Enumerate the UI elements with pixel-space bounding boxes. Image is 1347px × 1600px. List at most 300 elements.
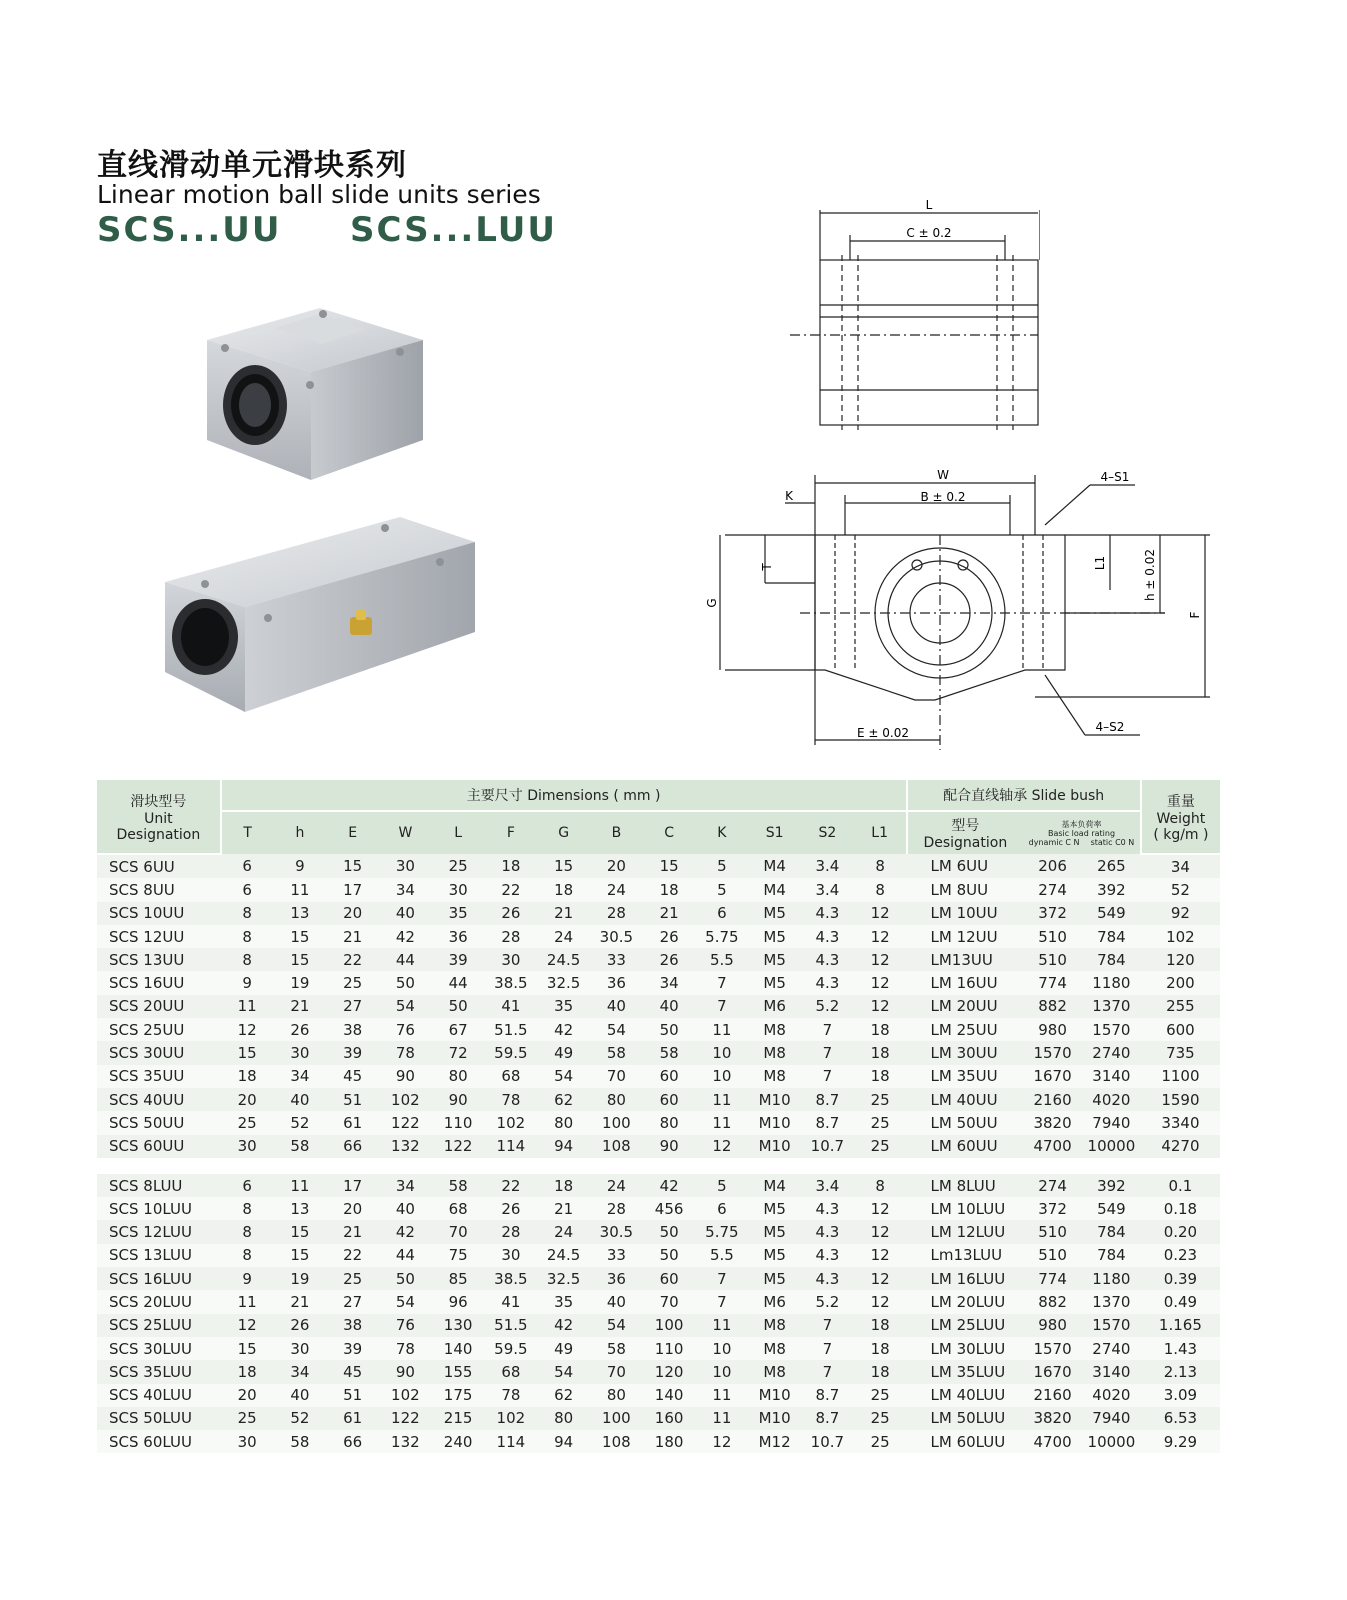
table-cell: 140	[643, 1384, 696, 1407]
table-row	[97, 1018, 1220, 1041]
col-L: L	[432, 811, 485, 854]
header-dimensions: 主要尺寸 Dimensions ( mm )	[221, 780, 907, 811]
table-cell: 58	[274, 1135, 327, 1158]
table-cell: 2160	[1023, 1384, 1082, 1407]
table-cell: 114	[485, 1135, 538, 1158]
header-unit-designation: 滑块型号 Unit Designation	[97, 780, 221, 854]
table-cell: 5.75	[696, 925, 749, 948]
table-cell: 3140	[1082, 1065, 1141, 1088]
table-cell: 22	[326, 1244, 379, 1267]
table-cell: 510	[1023, 1220, 1082, 1243]
cell-bush-designation: LM 16LUU	[907, 1267, 1024, 1290]
table-cell: 18	[854, 1065, 907, 1088]
table-cell: 52	[1141, 878, 1220, 901]
table-cell: 6	[221, 854, 274, 878]
table-cell: 54	[379, 1290, 432, 1313]
table-cell: 58	[643, 1041, 696, 1064]
cell-bush-designation: LM 6UU	[907, 854, 1024, 878]
table-cell: 70	[643, 1290, 696, 1313]
table-cell: 76	[379, 1314, 432, 1337]
table-cell: 30	[221, 1135, 274, 1158]
table-cell: 18	[485, 854, 538, 878]
table-cell: 1370	[1082, 995, 1141, 1018]
table-cell: M8	[748, 1065, 801, 1088]
cell-unit-designation: SCS 6UU	[97, 854, 221, 878]
cell-unit-designation: SCS 16LUU	[97, 1267, 221, 1290]
table-cell: 24.5	[537, 948, 590, 971]
table-cell: 4270	[1141, 1135, 1220, 1158]
table-cell: 11	[696, 1018, 749, 1041]
table-cell: 25	[854, 1135, 907, 1158]
table-cell: 0.23	[1141, 1244, 1220, 1267]
table-cell: 21	[326, 925, 379, 948]
table-cell: 51.5	[485, 1314, 538, 1337]
table-cell: 50	[643, 1018, 696, 1041]
table-cell: 35	[537, 995, 590, 1018]
table-cell: 19	[274, 971, 327, 994]
table-cell: M8	[748, 1041, 801, 1064]
table-cell: 26	[485, 902, 538, 925]
table-cell: 59.5	[485, 1337, 538, 1360]
table-cell: 8.7	[801, 1407, 854, 1430]
table-cell: 1.43	[1141, 1337, 1220, 1360]
table-cell: 67	[432, 1018, 485, 1041]
table-cell: 49	[537, 1337, 590, 1360]
product-image-long-block	[160, 512, 480, 717]
spec-table-body	[97, 854, 1220, 1453]
table-cell: 18	[221, 1065, 274, 1088]
dim-L1-label: L1	[1093, 555, 1107, 571]
table-cell: 27	[326, 1290, 379, 1313]
table-cell: 24	[537, 925, 590, 948]
cell-unit-designation: SCS 13LUU	[97, 1244, 221, 1267]
table-cell: 4020	[1082, 1384, 1141, 1407]
table-cell: 36	[590, 1267, 643, 1290]
product-image-short-block	[195, 300, 435, 485]
table-row	[97, 1111, 1220, 1134]
table-cell: 10	[696, 1065, 749, 1088]
cell-bush-designation: LM 25LUU	[907, 1314, 1024, 1337]
table-cell: 18	[537, 878, 590, 901]
table-cell: 3.09	[1141, 1384, 1220, 1407]
table-cell: 5.5	[696, 1244, 749, 1267]
table-cell: 3.4	[801, 1174, 854, 1197]
table-cell: 4700	[1023, 1135, 1082, 1158]
table-cell: 120	[1141, 948, 1220, 971]
table-cell: 4.3	[801, 1267, 854, 1290]
cell-bush-designation: LM 30LUU	[907, 1337, 1024, 1360]
table-cell: 22	[485, 878, 538, 901]
table-cell: 30.5	[590, 925, 643, 948]
dim-W-label: W	[937, 468, 949, 482]
table-cell: 7940	[1082, 1407, 1141, 1430]
col-bush-designation: 型号 Designation	[907, 811, 1024, 854]
table-cell: 5.75	[696, 1220, 749, 1243]
table-cell: 30	[485, 948, 538, 971]
table-cell: 1370	[1082, 1290, 1141, 1313]
table-cell: 4700	[1023, 1430, 1082, 1453]
dim-C-label: C ± 0.2	[906, 226, 952, 240]
table-cell: 8	[221, 1220, 274, 1243]
table-cell: 3140	[1082, 1360, 1141, 1383]
table-cell: 52	[274, 1407, 327, 1430]
table-cell: 392	[1082, 878, 1141, 901]
dim-E-label: E ± 0.02	[857, 726, 909, 740]
table-cell: 6.53	[1141, 1407, 1220, 1430]
table-cell: 22	[326, 948, 379, 971]
table-cell: 21	[537, 902, 590, 925]
table-cell: 36	[432, 925, 485, 948]
table-cell: 40	[379, 902, 432, 925]
table-cell: 175	[432, 1384, 485, 1407]
table-cell: 12	[854, 1220, 907, 1243]
table-cell: 54	[379, 995, 432, 1018]
table-cell: 80	[537, 1407, 590, 1430]
table-cell: 122	[432, 1135, 485, 1158]
table-cell: 8	[221, 1244, 274, 1267]
table-cell: 0.39	[1141, 1267, 1220, 1290]
table-cell: 28	[485, 925, 538, 948]
cell-unit-designation: SCS 40LUU	[97, 1384, 221, 1407]
table-cell: 30	[432, 878, 485, 901]
table-cell: 21	[537, 1197, 590, 1220]
table-cell: 0.1	[1141, 1174, 1220, 1197]
col-S2: S2	[801, 811, 854, 854]
table-cell: 35	[432, 902, 485, 925]
table-cell: 15	[274, 1244, 327, 1267]
table-cell: 50	[643, 1244, 696, 1267]
table-cell: 18	[854, 1018, 907, 1041]
table-cell: 600	[1141, 1018, 1220, 1041]
col-dynamic: dynamic C N	[1028, 837, 1080, 847]
table-cell: 18	[854, 1337, 907, 1360]
table-cell: 38	[326, 1018, 379, 1041]
cell-bush-designation: LM 60LUU	[907, 1430, 1024, 1453]
table-row	[97, 925, 1220, 948]
table-cell: 18	[643, 878, 696, 901]
table-cell: 7	[801, 1314, 854, 1337]
table-cell: 102	[485, 1111, 538, 1134]
table-cell: 51	[326, 1384, 379, 1407]
table-cell: 85	[432, 1267, 485, 1290]
table-cell: 108	[590, 1430, 643, 1453]
table-cell: 35	[537, 1290, 590, 1313]
table-cell: 5.2	[801, 995, 854, 1018]
table-row	[97, 854, 1220, 878]
table-cell: 6	[221, 878, 274, 901]
table-cell: 784	[1082, 1244, 1141, 1267]
table-cell: M5	[748, 971, 801, 994]
cell-bush-designation: LM 30UU	[907, 1041, 1024, 1064]
table-cell: 784	[1082, 948, 1141, 971]
table-cell: 58	[432, 1174, 485, 1197]
header-slide-bush: 配合直线轴承 Slide bush	[907, 780, 1141, 811]
table-cell: 2.13	[1141, 1360, 1220, 1383]
table-cell: 15	[274, 948, 327, 971]
table-cell: 25	[326, 1267, 379, 1290]
table-cell: 7	[801, 1018, 854, 1041]
cell-bush-designation: LM 8UU	[907, 878, 1024, 901]
table-cell: 1570	[1023, 1337, 1082, 1360]
table-cell: 1100	[1141, 1065, 1220, 1088]
col-load-rating: 基本负荷率 Basic load rating dynamic C N static C0 N	[1023, 811, 1141, 854]
table-cell: 372	[1023, 902, 1082, 925]
table-cell: 3340	[1141, 1111, 1220, 1134]
table-cell: 4.3	[801, 948, 854, 971]
table-cell: 784	[1082, 925, 1141, 948]
table-row	[97, 1244, 1220, 1267]
table-cell: 510	[1023, 925, 1082, 948]
cell-unit-designation: SCS 30LUU	[97, 1337, 221, 1360]
table-cell: 30	[485, 1244, 538, 1267]
table-cell: 15	[274, 1220, 327, 1243]
table-cell: 45	[326, 1360, 379, 1383]
table-cell: 50	[432, 995, 485, 1018]
col-static: static C0 N	[1090, 837, 1135, 847]
col-G: G	[537, 811, 590, 854]
table-cell: 39	[326, 1337, 379, 1360]
table-cell: 12	[854, 948, 907, 971]
table-cell: 10000	[1082, 1135, 1141, 1158]
table-cell: 7	[801, 1065, 854, 1088]
col-F: F	[485, 811, 538, 854]
table-cell: 784	[1082, 1220, 1141, 1243]
cell-bush-designation: LM 10UU	[907, 902, 1024, 925]
table-cell: 7	[696, 995, 749, 1018]
table-cell: 30	[221, 1430, 274, 1453]
table-cell: 50	[379, 1267, 432, 1290]
table-cell: 2740	[1082, 1337, 1141, 1360]
table-cell: 26	[643, 925, 696, 948]
table-cell: 11	[696, 1407, 749, 1430]
table-cell: 10	[696, 1337, 749, 1360]
table-cell: 52	[274, 1111, 327, 1134]
col-K: K	[696, 811, 749, 854]
table-cell: 10	[696, 1041, 749, 1064]
table-cell: 4.3	[801, 1244, 854, 1267]
table-cell: 15	[537, 854, 590, 878]
table-cell: 4.3	[801, 925, 854, 948]
cell-bush-designation: LM 20LUU	[907, 1290, 1024, 1313]
table-cell: 5	[696, 1174, 749, 1197]
table-cell: 11	[696, 1111, 749, 1134]
table-cell: 215	[432, 1407, 485, 1430]
col-E: E	[326, 811, 379, 854]
table-cell: 1670	[1023, 1360, 1082, 1383]
table-cell: 882	[1023, 1290, 1082, 1313]
table-cell: 12	[854, 1197, 907, 1220]
dim-T-label: T	[760, 563, 774, 571]
cell-bush-designation: LM 12UU	[907, 925, 1024, 948]
table-cell: 11	[221, 995, 274, 1018]
table-cell: 9	[274, 854, 327, 878]
table-cell: 9	[221, 971, 274, 994]
table-cell: 10000	[1082, 1430, 1141, 1453]
table-cell: 15	[326, 854, 379, 878]
table-cell: 774	[1023, 971, 1082, 994]
table-cell: 26	[274, 1018, 327, 1041]
table-cell: 26	[274, 1314, 327, 1337]
table-cell: M12	[748, 1430, 801, 1453]
table-cell: 54	[537, 1065, 590, 1088]
cell-bush-designation: LM 40LUU	[907, 1384, 1024, 1407]
cell-unit-designation: SCS 30UU	[97, 1041, 221, 1064]
table-cell: 120	[643, 1360, 696, 1383]
col-L1: L1	[854, 811, 907, 854]
table-cell: 392	[1082, 1174, 1141, 1197]
table-cell: 1570	[1082, 1018, 1141, 1041]
cell-unit-designation: SCS 10UU	[97, 902, 221, 925]
table-cell: 114	[485, 1430, 538, 1453]
table-cell: 6	[696, 902, 749, 925]
table-cell: M5	[748, 948, 801, 971]
table-cell: 122	[379, 1407, 432, 1430]
table-cell: 26	[643, 948, 696, 971]
table-cell: 12	[854, 971, 907, 994]
table-cell: 24.5	[537, 1244, 590, 1267]
table-cell: 42	[537, 1018, 590, 1041]
cell-unit-designation: SCS 16UU	[97, 971, 221, 994]
table-cell: 76	[379, 1018, 432, 1041]
table-cell: 12	[696, 1430, 749, 1453]
table-cell: 25	[854, 1384, 907, 1407]
table-cell: 90	[379, 1065, 432, 1088]
table-cell: 1180	[1082, 1267, 1141, 1290]
table-cell: 78	[379, 1337, 432, 1360]
table-cell: 49	[537, 1041, 590, 1064]
table-cell: 38	[326, 1314, 379, 1337]
table-cell: 11	[696, 1088, 749, 1111]
table-cell: 774	[1023, 1267, 1082, 1290]
table-cell: 18	[854, 1314, 907, 1337]
table-cell: 40	[274, 1384, 327, 1407]
table-cell: 140	[432, 1337, 485, 1360]
table-cell: 3820	[1023, 1407, 1082, 1430]
cell-unit-designation: SCS 20UU	[97, 995, 221, 1018]
table-cell: 15	[221, 1041, 274, 1064]
cell-bush-designation: LM 40UU	[907, 1088, 1024, 1111]
table-cell: 549	[1082, 1197, 1141, 1220]
table-cell: 50	[379, 971, 432, 994]
table-cell: 24	[590, 1174, 643, 1197]
table-cell: 12	[854, 1290, 907, 1313]
table-row	[97, 1267, 1220, 1290]
table-cell: 34	[274, 1360, 327, 1383]
dim-S2-label: 4–S2	[1095, 720, 1125, 734]
table-cell: 21	[326, 1220, 379, 1243]
title-english: Linear motion ball slide units series	[97, 180, 541, 209]
table-cell: 78	[485, 1088, 538, 1111]
table-cell: 1.165	[1141, 1314, 1220, 1337]
cell-bush-designation: LM 8LUU	[907, 1174, 1024, 1197]
cell-bush-designation: LM 50LUU	[907, 1407, 1024, 1430]
table-cell: 41	[485, 1290, 538, 1313]
spec-table	[97, 780, 1220, 1453]
cell-unit-designation: SCS 12LUU	[97, 1220, 221, 1243]
cell-bush-designation: LM 35LUU	[907, 1360, 1024, 1383]
table-cell: 61	[326, 1407, 379, 1430]
table-cell: 30	[274, 1337, 327, 1360]
table-cell: 58	[590, 1337, 643, 1360]
table-cell: M8	[748, 1337, 801, 1360]
table-cell: 33	[590, 948, 643, 971]
table-cell: 68	[485, 1065, 538, 1088]
table-cell: 180	[643, 1430, 696, 1453]
table-cell: 42	[537, 1314, 590, 1337]
table-cell: 9	[221, 1267, 274, 1290]
table-cell: 34	[1141, 854, 1220, 878]
table-cell: 90	[432, 1088, 485, 1111]
table-cell: 20	[590, 854, 643, 878]
table-cell: 132	[379, 1430, 432, 1453]
table-cell: 42	[379, 1220, 432, 1243]
table-cell: M6	[748, 1290, 801, 1313]
table-cell: 11	[696, 1314, 749, 1337]
table-cell: 38.5	[485, 1267, 538, 1290]
table-cell: 100	[590, 1111, 643, 1134]
cell-unit-designation: SCS 60UU	[97, 1135, 221, 1158]
table-cell: 21	[274, 1290, 327, 1313]
col-C: C	[643, 811, 696, 854]
cell-bush-designation: LM 16UU	[907, 971, 1024, 994]
table-cell: 62	[537, 1088, 590, 1111]
table-section-gap	[97, 1158, 1220, 1174]
table-cell: 11	[274, 1174, 327, 1197]
table-cell: 980	[1023, 1314, 1082, 1337]
table-cell: 12	[854, 925, 907, 948]
table-cell: 30	[379, 854, 432, 878]
table-cell: 60	[643, 1065, 696, 1088]
table-row	[97, 878, 1220, 901]
table-cell: 20	[326, 902, 379, 925]
cell-unit-designation: SCS 60LUU	[97, 1430, 221, 1453]
table-cell: M5	[748, 1220, 801, 1243]
table-row	[97, 1065, 1220, 1088]
table-cell: 7940	[1082, 1111, 1141, 1134]
table-cell: 50	[643, 1220, 696, 1243]
cell-bush-designation: Lm13LUU	[907, 1244, 1024, 1267]
table-cell: 24	[537, 1220, 590, 1243]
table-cell: 30	[274, 1041, 327, 1064]
table-cell: 18	[221, 1360, 274, 1383]
cell-unit-designation: SCS 25UU	[97, 1018, 221, 1041]
table-cell: 33	[590, 1244, 643, 1267]
dim-h-label: h ± 0.02	[1143, 548, 1157, 602]
table-cell: 10.7	[801, 1135, 854, 1158]
table-row	[97, 902, 1220, 925]
table-cell: 90	[379, 1360, 432, 1383]
table-cell: 36	[590, 971, 643, 994]
table-cell: 8	[221, 902, 274, 925]
table-cell: 25	[432, 854, 485, 878]
table-cell: 80	[537, 1111, 590, 1134]
table-cell: 155	[432, 1360, 485, 1383]
table-row	[97, 1135, 1220, 1158]
table-cell: 25	[854, 1111, 907, 1134]
table-cell: 122	[379, 1111, 432, 1134]
table-cell: 94	[537, 1430, 590, 1453]
table-cell: 42	[379, 925, 432, 948]
col-S1: S1	[748, 811, 801, 854]
table-row	[97, 1197, 1220, 1220]
cell-unit-designation: SCS 10LUU	[97, 1197, 221, 1220]
table-cell: 12	[854, 1267, 907, 1290]
table-cell: 92	[1141, 902, 1220, 925]
table-cell: 25	[854, 1430, 907, 1453]
cell-unit-designation: SCS 40UU	[97, 1088, 221, 1111]
table-row	[97, 995, 1220, 1018]
table-cell: 7	[801, 1360, 854, 1383]
